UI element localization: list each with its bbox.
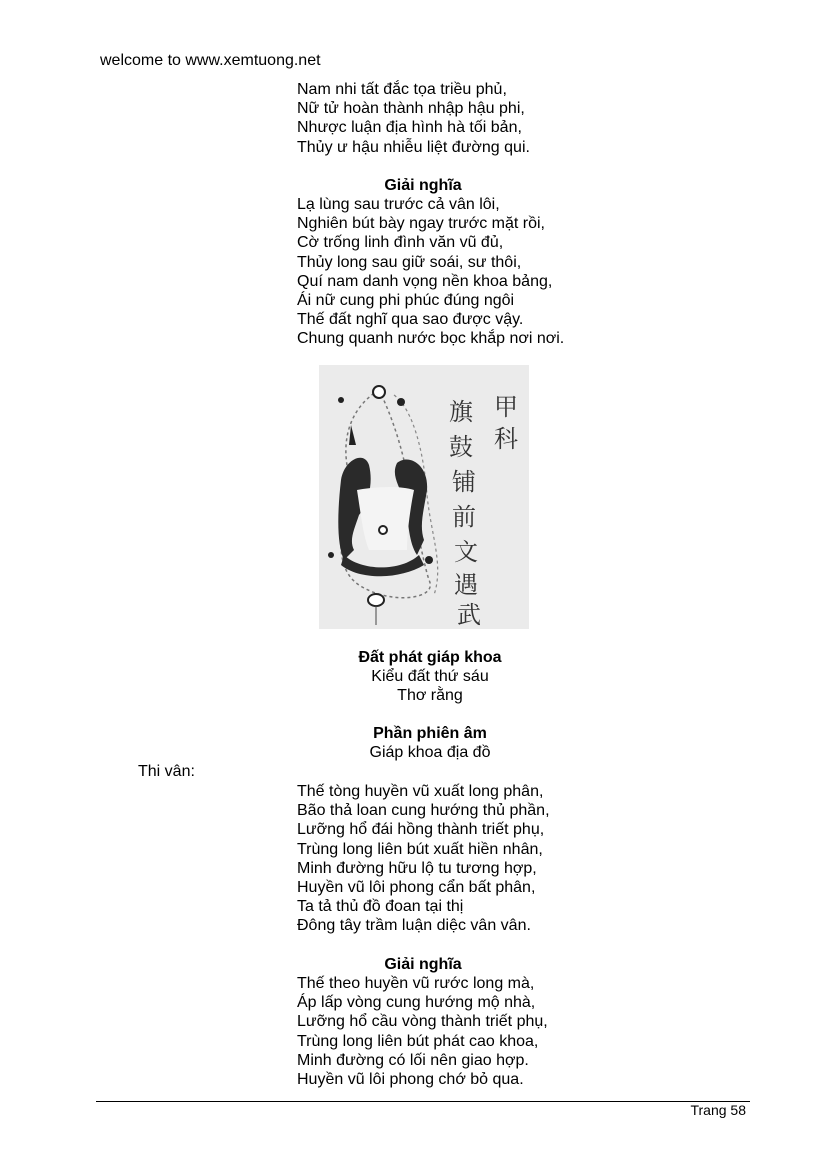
verse-line: Quí nam danh vọng nền khoa bảng, <box>297 272 553 290</box>
verse-line: Minh đường có lối nên giao hợp. <box>297 1051 529 1069</box>
verse-block-1 <box>297 80 530 157</box>
caption-title: Đất phát giáp khoa <box>358 649 502 666</box>
verse-line: Trùng long liên bút phát cao khoa, <box>297 1032 539 1050</box>
figure-char: 武 <box>457 601 481 629</box>
section-heading-phien-am <box>200 724 660 762</box>
caption-subtitle: Thơ rằng <box>397 687 463 704</box>
verse-line: Huyền vũ lôi phong chớ bỏ qua. <box>297 1071 524 1089</box>
verse-line: Chung quanh nước bọc khắp nơi nơi. <box>297 330 565 348</box>
figure-caption <box>200 648 660 705</box>
verse-line: Thế tòng huyền vũ xuất long phân, <box>297 783 544 800</box>
footer-divider <box>96 1101 750 1102</box>
figure-char: 旗 <box>449 398 473 426</box>
figure-char: 文 <box>454 538 478 566</box>
page-number: Trang 58 <box>690 1102 746 1118</box>
verse-line: Huyền vũ lôi phong cẩn bất phân, <box>297 879 536 897</box>
figure-char: 前 <box>452 503 476 531</box>
verse-line: Lưỡng hổ đái hồng thành triết phụ, <box>297 821 545 839</box>
section-title-giai-nghia-1: Giải nghĩa <box>384 177 462 194</box>
verse-line: Cờ trống linh đình văn vũ đủ, <box>297 234 504 252</box>
verse-line: Nghiên bút bày ngay trước mặt rồi, <box>297 215 545 233</box>
verse-block-4 <box>297 974 548 1089</box>
verse-line: Áp lấp vòng cung hướng mộ nhà, <box>297 994 536 1012</box>
verse-line: Đông tây trầm luận diệc vân vân. <box>297 917 531 935</box>
verse-block-3 <box>297 782 550 936</box>
verse-line: Nhược luận địa hình hà tối bản, <box>297 119 522 137</box>
section-title-phan-phien-am: Phần phiên âm <box>373 725 487 742</box>
figure-char: 铺 <box>452 468 476 496</box>
verse-line: Thế đất nghĩ qua sao được vậy. <box>297 311 524 329</box>
section-subtitle: Giáp khoa địa đồ <box>369 744 491 761</box>
verse-line: Lưỡng hổ cầu vòng thành triết phụ, <box>297 1013 548 1031</box>
verse-line: Nữ tử hoàn thành nhập hậu phi, <box>297 100 525 118</box>
verse-block-2 <box>297 195 564 349</box>
verse-line: Trùng long liên bút xuất hiền nhân, <box>297 840 543 858</box>
verse-line: Bão thả loan cung hướng thủ phần, <box>297 802 550 820</box>
feng-shui-diagram <box>319 365 529 629</box>
caption-subtitle: Kiểu đất thứ sáu <box>371 668 489 685</box>
verse-line: Minh đường hữu lộ tu tương hợp, <box>297 859 537 877</box>
section-title-giai-nghia-2: Giải nghĩa <box>384 956 462 973</box>
verse-line: Thế theo huyền vũ rước long mà, <box>297 975 535 992</box>
verse-line: Nam nhi tất đắc tọa triều phủ, <box>297 81 507 98</box>
verse-line: Ái nữ cung phi phúc đúng ngôi <box>297 292 515 310</box>
figure-char: 科 <box>494 425 518 453</box>
figure-char: 鼓 <box>449 433 473 461</box>
figure-char: 遇 <box>454 571 478 599</box>
verse-line: Ta tả thủ đồ đoan tại thị <box>297 898 464 916</box>
verse-line: Lạ lùng sau trước cả vân lôi, <box>297 196 500 213</box>
thi-van-label: Thi vân: <box>138 763 195 780</box>
verse-line: Thủy long sau giữ soái, sư thôi, <box>297 253 522 271</box>
figure-char: 甲 <box>494 393 518 421</box>
verse-line: Thủy ư hậu nhiễu liệt đường qui. <box>297 138 530 156</box>
site-header: welcome to www.xemtuong.net <box>100 52 321 69</box>
